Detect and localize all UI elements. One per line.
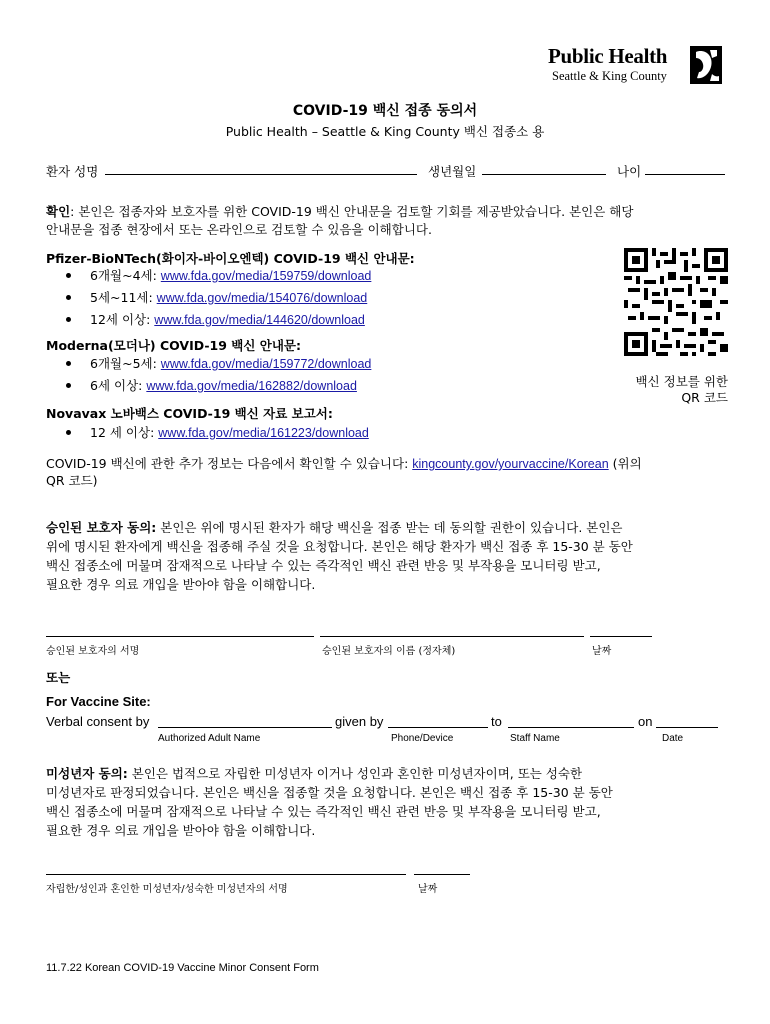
qr-code-icon[interactable] <box>624 248 728 356</box>
guardian-date-field[interactable] <box>590 636 652 637</box>
verbal-consent-label: Verbal consent by <box>46 714 150 729</box>
moderna-heading: Moderna(모더나) COVID-19 백신 안내문: <box>46 338 302 353</box>
minor-text-1: 본인은 법적으로 자립한 미성년자 이거나 성인과 혼인한 미성년자이며, 또는 성숙한 <box>127 766 583 781</box>
page-subtitle: Public Health – Seattle & King County 백신 접종소 용 <box>225 124 545 139</box>
guardian-line-3: 백신 접종소에 머물며 잠재적으로 나타날 수 있는 즉각적인 백신 관련 반응 및 부작용을 모니터링 받고, <box>46 558 601 573</box>
page-title: COVID-19 백신 접종 동의서 <box>292 103 478 119</box>
minor-label: 미성년자 동의: <box>46 766 128 781</box>
logo-emblem-icon <box>690 46 722 84</box>
confirm-label: 확인 <box>46 204 71 219</box>
vaccine-date-field[interactable] <box>656 727 718 728</box>
logo <box>548 44 728 86</box>
confirm-line-1 <box>46 202 633 220</box>
patient-name-field[interactable] <box>105 174 417 175</box>
adult-name-field[interactable] <box>158 727 332 728</box>
pfizer-item-1-link[interactable]: www.fda.gov/media/159759/download <box>160 269 372 283</box>
pfizer-item-3 <box>90 310 365 328</box>
novavax-item-1 <box>90 423 369 441</box>
more-info-text: COVID-19 백신에 관한 추가 정보는 다음에서 확인할 수 있습니다: <box>46 456 413 471</box>
minor-sig-label: 자립한/성인과 혼인한 미성년자/성숙한 미성년자의 서명 <box>46 884 288 895</box>
minor-date-field[interactable] <box>414 874 470 875</box>
dob-label: 생년월일 <box>428 164 477 179</box>
moderna-item-1 <box>90 354 371 372</box>
pfizer-item-1-label: 6개월~4세: <box>90 268 161 283</box>
minor-line-4: 필요한 경우 의료 개입을 받아야 함을 이해합니다. <box>46 823 316 838</box>
phone-device-label: Phone/Device <box>391 733 454 744</box>
confirm-line-2: 안내문을 접종 현장에서 또는 온라인으로 검토할 수 있음을 이해합니다. <box>46 222 432 237</box>
minor-line-3: 백신 접종소에 머물며 잠재적으로 나타날 수 있는 즉각적인 백신 관련 반응 및 부작용을 모니터링 받고, <box>46 804 601 819</box>
bullet <box>66 430 71 435</box>
on-label: on <box>638 714 653 729</box>
vaccine-date-label: Date <box>662 733 684 744</box>
age-label: 나이 <box>617 164 642 179</box>
guardian-line-4: 필요한 경우 의료 개입을 받아야 함을 이해합니다. <box>46 577 316 592</box>
adult-name-label: Authorized Adult Name <box>158 733 261 744</box>
novavax-item-1-label: 12 세 이상: <box>90 425 159 440</box>
guardian-name-label: 승인된 보호자의 이름 (정자체) <box>322 646 456 657</box>
pfizer-heading: Pfizer-BioNTech(화이자-바이오엔텍) COVID-19 백신 안내문: <box>46 251 415 266</box>
guardian-line-1 <box>46 518 623 536</box>
to-label: to <box>491 714 502 729</box>
pfizer-item-2 <box>90 288 367 306</box>
logo-title: Public Health <box>548 44 668 68</box>
moderna-item-2 <box>90 376 357 394</box>
bullet <box>66 295 71 300</box>
bullet <box>66 273 71 278</box>
minor-signature-field[interactable] <box>46 874 406 875</box>
pfizer-item-2-link[interactable]: www.fda.gov/media/154076/download <box>156 291 368 305</box>
staff-name-field[interactable] <box>508 727 634 728</box>
moderna-item-2-label: 6세 이상: <box>90 378 147 393</box>
more-info-line-1 <box>46 454 642 472</box>
staff-name-label: Staff Name <box>510 733 560 744</box>
pfizer-item-3-label: 12세 이상: <box>90 312 155 327</box>
novavax-item-1-link[interactable]: www.fda.gov/media/161223/download <box>158 426 369 440</box>
guardian-name-field[interactable] <box>320 636 584 637</box>
vaccine-site-heading: For Vaccine Site: <box>46 694 151 709</box>
minor-line-2: 미성년자로 판정되었습니다. 본인은 백신을 접종할 것을 요청합니다. 본인은 백신 접종 후 15-30 분 동안 <box>46 785 613 800</box>
more-info-line-2: QR 코드) <box>46 473 98 488</box>
guardian-signature-field[interactable] <box>46 636 314 637</box>
minor-date-label: 날짜 <box>418 884 438 895</box>
or-label: 또는 <box>46 670 71 685</box>
guardian-sig-label: 승인된 보호자의 서명 <box>46 646 140 657</box>
footer: 11.7.22 Korean COVID-19 Vaccine Minor Consent Form <box>46 962 319 974</box>
pfizer-item-1 <box>90 266 371 284</box>
bullet <box>66 317 71 322</box>
dob-field[interactable] <box>482 174 606 175</box>
moderna-item-1-label: 6개월~5세: <box>90 356 161 371</box>
patient-name-label: 환자 성명 <box>46 164 99 179</box>
bullet <box>66 383 71 388</box>
moderna-item-2-link[interactable]: www.fda.gov/media/162882/download <box>146 379 357 393</box>
guardian-label: 승인된 보호자 동의: <box>46 520 157 535</box>
guardian-date-label: 날짜 <box>592 646 612 657</box>
age-field[interactable] <box>645 174 725 175</box>
given-by-label: given by <box>335 714 384 729</box>
guardian-line-2: 위에 명시된 환자에게 백신을 접종해 주실 것을 요청합니다. 본인은 해당 환자가 백신 접종 후 15-30 분 동안 <box>46 539 633 554</box>
minor-line-1 <box>46 764 582 782</box>
logo-subtitle: Seattle & King County <box>552 69 667 83</box>
pfizer-item-3-link[interactable]: www.fda.gov/media/144620/download <box>154 313 365 327</box>
moderna-item-1-link[interactable]: www.fda.gov/media/159772/download <box>160 357 372 371</box>
phone-device-field[interactable] <box>388 727 488 728</box>
more-info-suffix: (위의 <box>608 456 642 471</box>
pfizer-item-2-label: 5세~11세: <box>90 290 157 305</box>
bullet <box>66 361 71 366</box>
novavax-heading: Novavax 노바백스 COVID-19 백신 자료 보고서: <box>46 406 333 421</box>
qr-caption-2: QR 코드 <box>681 390 728 405</box>
qr-caption-1: 백신 정보를 위한 <box>635 374 728 389</box>
guardian-text-1: 본인은 위에 명시된 환자가 해당 백신을 접종 받는 데 동의할 권한이 있습니다. 본인은 <box>156 520 623 535</box>
more-info-link[interactable]: kingcounty.gov/yourvaccine/Korean <box>412 457 609 471</box>
confirm-text-1: : 본인은 접종자와 보호자를 위한 COVID-19 백신 안내문을 검토할 기회를 제공받았습니다. 본인은 해당 <box>70 204 634 219</box>
